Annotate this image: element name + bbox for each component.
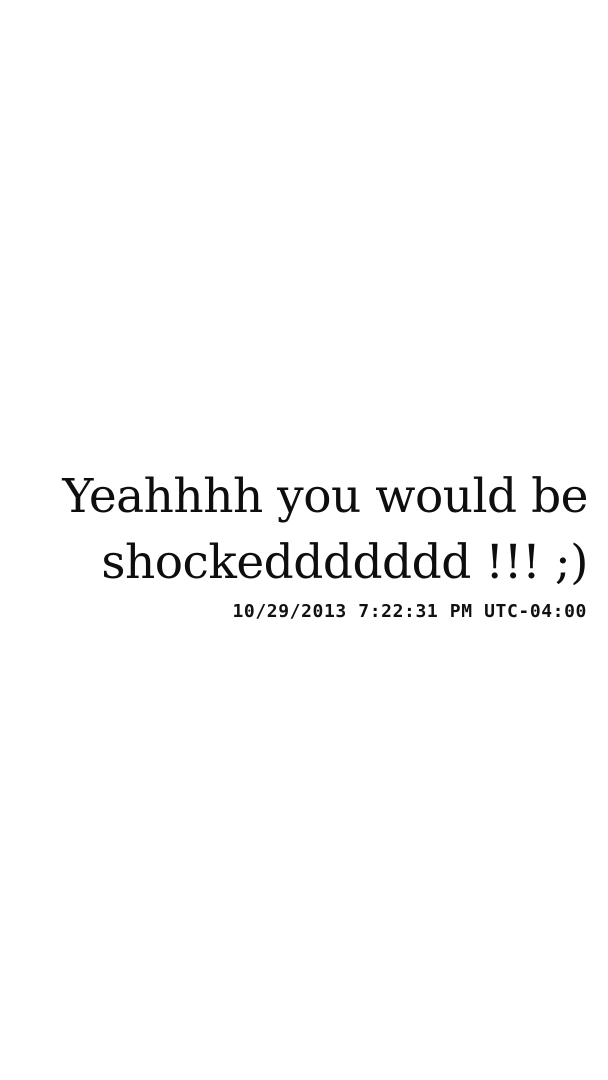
message-text <box>0 464 588 596</box>
message-line-2: shockeddddddd !!! ;) <box>101 535 588 590</box>
message-timestamp: 10/29/2013 7:22:31 PM UTC-04:00 <box>232 601 587 622</box>
message-block <box>0 464 588 624</box>
message-line-1: Yeahhhh you would be <box>62 469 588 524</box>
